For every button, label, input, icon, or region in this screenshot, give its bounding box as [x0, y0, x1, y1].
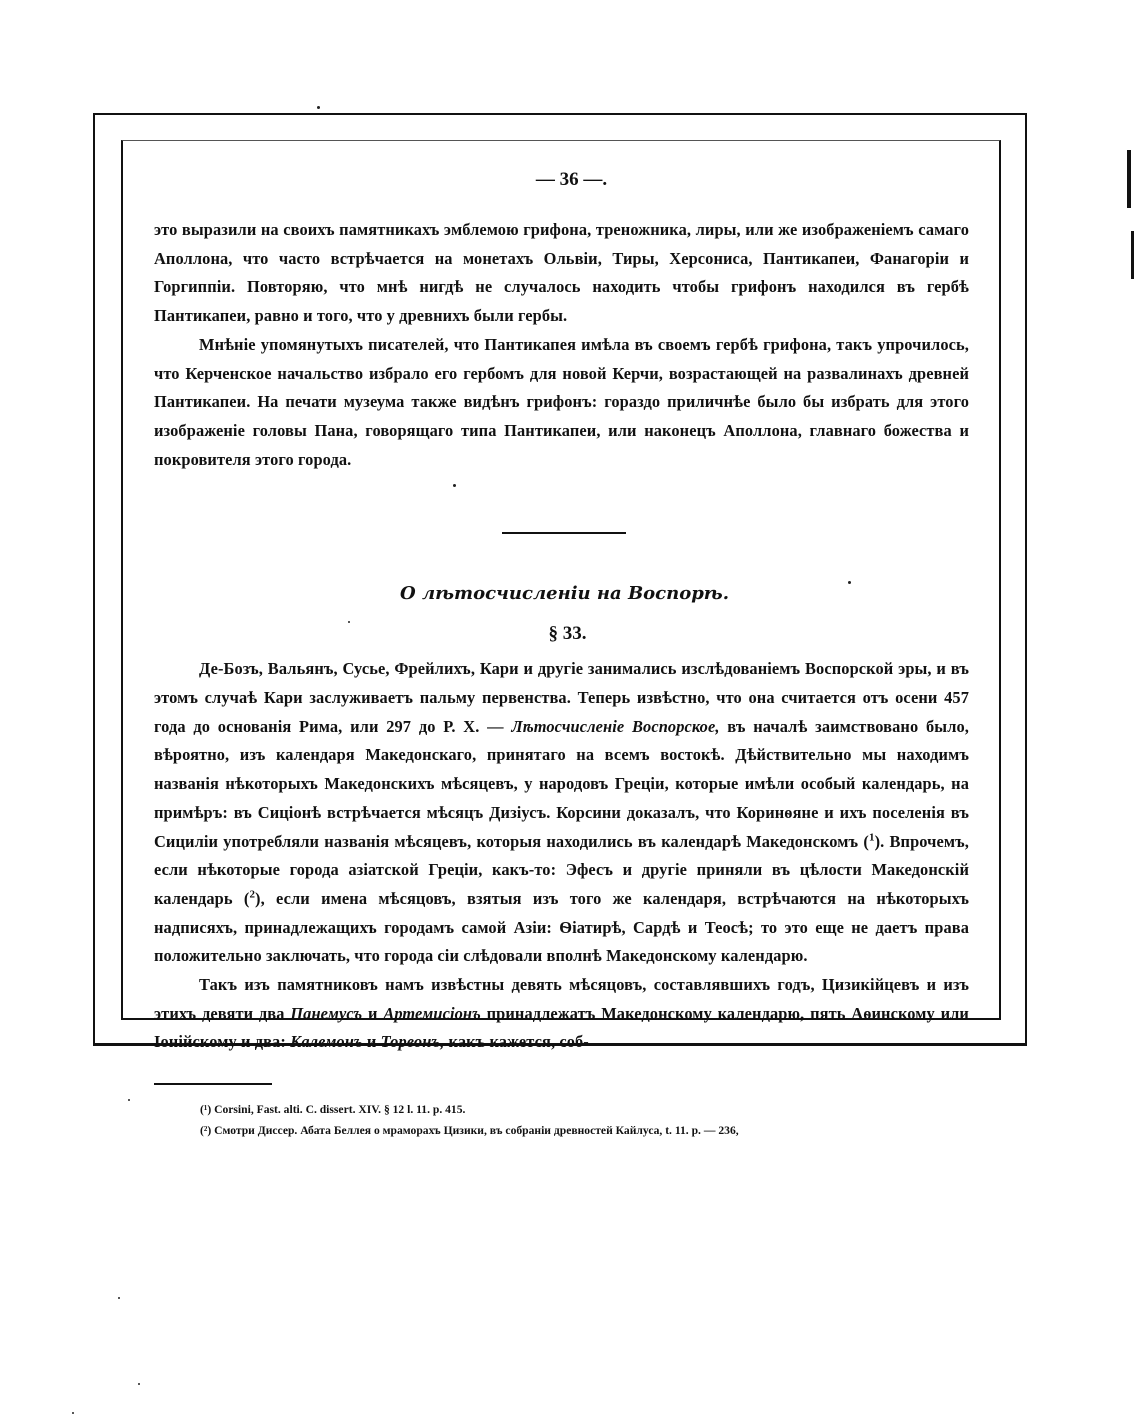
- footnote-reference[interactable]: 2: [249, 888, 256, 901]
- scan-speck: [317, 106, 320, 109]
- italic-month-name: Тореонъ,: [380, 1032, 445, 1052]
- italic-month-name: Калемонъ: [290, 1032, 363, 1052]
- section-title: О лѣтосчисленіи на Воспорѣ.: [400, 583, 729, 605]
- footnote-reference[interactable]: 1: [868, 831, 875, 844]
- bosporan-era-paragraph: [154, 655, 969, 971]
- footnote-text: Corsini, Fast. alti. C. dissert. XIV. § 12 l. 11. p. 415.: [214, 1103, 466, 1117]
- italic-month-name: Артемисіонъ: [383, 1003, 481, 1023]
- scan-edge-mark: [1127, 150, 1131, 208]
- footnotes: [154, 1099, 969, 1141]
- text-run: Де-Бозъ, Вальянъ, Сусье, Фрейлихъ, Кари и другіе занимались изслѣдованіемъ Воспорской эры, и въ этомъ случаѣ Кари заслуживаетъ пальму первенства. Теперь извѣстно, что она считается отъ осени 457 года до основанія Рима, или 297 до Р. Х. —: [154, 659, 969, 736]
- text-run: какъ кажется, соб-: [444, 1032, 589, 1052]
- scan-speck: [72, 1412, 74, 1414]
- text-run: Такъ изъ памятниковъ намъ извѣстны девять мѣсяцовъ, составлявшихъ годъ, Цизикійцевъ и изъ этихъ девяти два: [154, 975, 969, 1023]
- footnote-2: [200, 1120, 969, 1141]
- text-run: ). Впрочемъ, если нѣкоторые города азіатской Греціи, какъ-то: Эфесъ и другіе приняли въ цѣлости Македонскій календарь (: [154, 831, 970, 908]
- text-run: ), если имена мѣсяцовъ, взятыя изъ того же календаря, встрѣчаются на нѣкоторыхъ надписяхъ, принадлежащихъ городамъ самой Азіи: Ѳіатирѣ, Сардѣ и Теосѣ; то это еще не даетъ права положительно заключать, что города сіи слѣдовали вполнѣ Македонскому календарю.: [154, 888, 969, 966]
- page-text-block: [154, 168, 969, 1141]
- opening-paragraph: это выразили на своихъ памятникахъ эмблемою грифона, треножника, лиры, или же изображеніемъ самаго Аполлона, что часто встрѣчается на монетахъ Ольвіи, Тиры, Херсониса, Пантикапеи, Фанагоріи и Горгиппіи. Повторяю, что мнѣ нигдѣ не случалось находить чтобы грифонъ находился въ гербѣ Пантикапеи, равно и того, что у древнихъ были гербы.: [154, 220, 969, 326]
- griffin-emblem-paragraph: Мнѣніе упомянутыхъ писателей, что Пантикапея имѣла въ своемъ гербѣ грифона, такъ упрочилось, что Керченское начальство избрало его гербомъ для новой Керчи, возрастающей на развалинахъ древней Пантикапеи. На печати музеума также видѣнъ грифонъ: гораздо приличнѣе было бы избрать для этого изображеніе головы Пана, говорящаго типа Пантикапеи, или наконецъ Аполлона, главнаго божества и покровителя этого города.: [154, 334, 969, 469]
- footnote-divider: [154, 1083, 272, 1085]
- scan-edge-mark: [1131, 231, 1134, 279]
- text-run: и: [362, 1003, 384, 1023]
- footnote-marker: (²): [200, 1124, 212, 1138]
- text-run: въ началѣ заимствовано было, вѣроятно, изъ календаря Македонскаго, принятаго на всемъ востокѣ. Дѣйствительно мы находимъ названія нѣкоторыхъ Македонскихъ мѣсяцевъ, у народовъ Греціи, которые имѣли особый календарь, на примѣръ: въ Сиціонѣ встрѣчается мѣсяцъ Дизіусъ. Корсини доказалъ, что Коринѳяне и ихъ поселенія въ Сициліи употребляли названія мѣсяцевъ, которыя находились въ календарѣ Македонскомъ (: [154, 716, 969, 851]
- text-run: и: [362, 1032, 381, 1052]
- cyzicene-months-paragraph: [154, 971, 969, 1057]
- scan-speck: [118, 1297, 120, 1299]
- footnote-text: Смотри Диссер. Абата Беллея о мраморахъ Цизики, въ собраніи древностей Кайлуса, t. 11. p. — 236,: [214, 1124, 739, 1138]
- scan-speck: [128, 1099, 130, 1101]
- section-paragraph-number: § 33.: [548, 623, 587, 645]
- text-run: принадлежатъ Македонскому календарю, пять Аѳинскому или Іонійскому и два:: [154, 1003, 969, 1052]
- footnote-1: [200, 1099, 969, 1120]
- italic-month-name: Панемусъ: [290, 1003, 363, 1023]
- section-divider: [502, 532, 626, 534]
- scan-speck: [138, 1383, 140, 1385]
- italic-term: Лѣтосчисленіе Воспорское,: [511, 716, 720, 736]
- page-number: — 36 —.: [535, 169, 608, 190]
- footnote-marker: (¹): [200, 1103, 212, 1117]
